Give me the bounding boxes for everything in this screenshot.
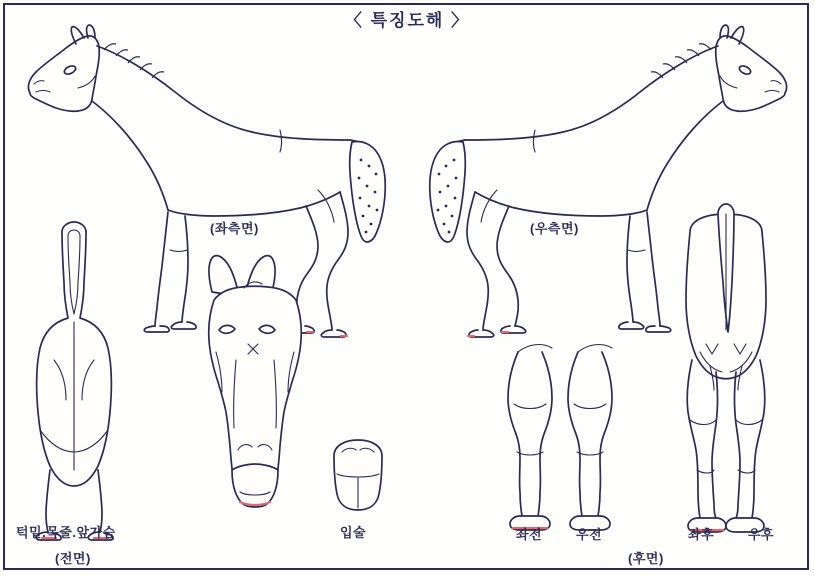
figure-head-front <box>209 256 302 507</box>
label-leg-right-front: 우전 <box>576 527 603 542</box>
figure-rear-view <box>686 204 766 532</box>
page-title: 〈 특징도해 〉 <box>344 11 471 30</box>
figure-muzzle <box>334 440 382 510</box>
mane-strokes <box>104 44 164 78</box>
figure-front-body <box>36 222 113 540</box>
label-right-side-view: (우측면) <box>530 221 579 236</box>
figure-front-legs-pair <box>508 345 612 530</box>
label-leg-left-front: 좌전 <box>516 527 543 542</box>
label-left-side-view: (좌측면) <box>210 221 259 236</box>
label-leg-left-rear: 좌후 <box>688 527 715 542</box>
label-muzzle: 입술 <box>340 525 367 540</box>
label-front-parts: 턱밑.목줄.앞가슴 <box>16 525 116 540</box>
label-leg-right-rear: 우후 <box>748 527 775 542</box>
label-rear-view: (후면) <box>628 551 664 566</box>
label-front-view: (전면) <box>55 551 91 566</box>
